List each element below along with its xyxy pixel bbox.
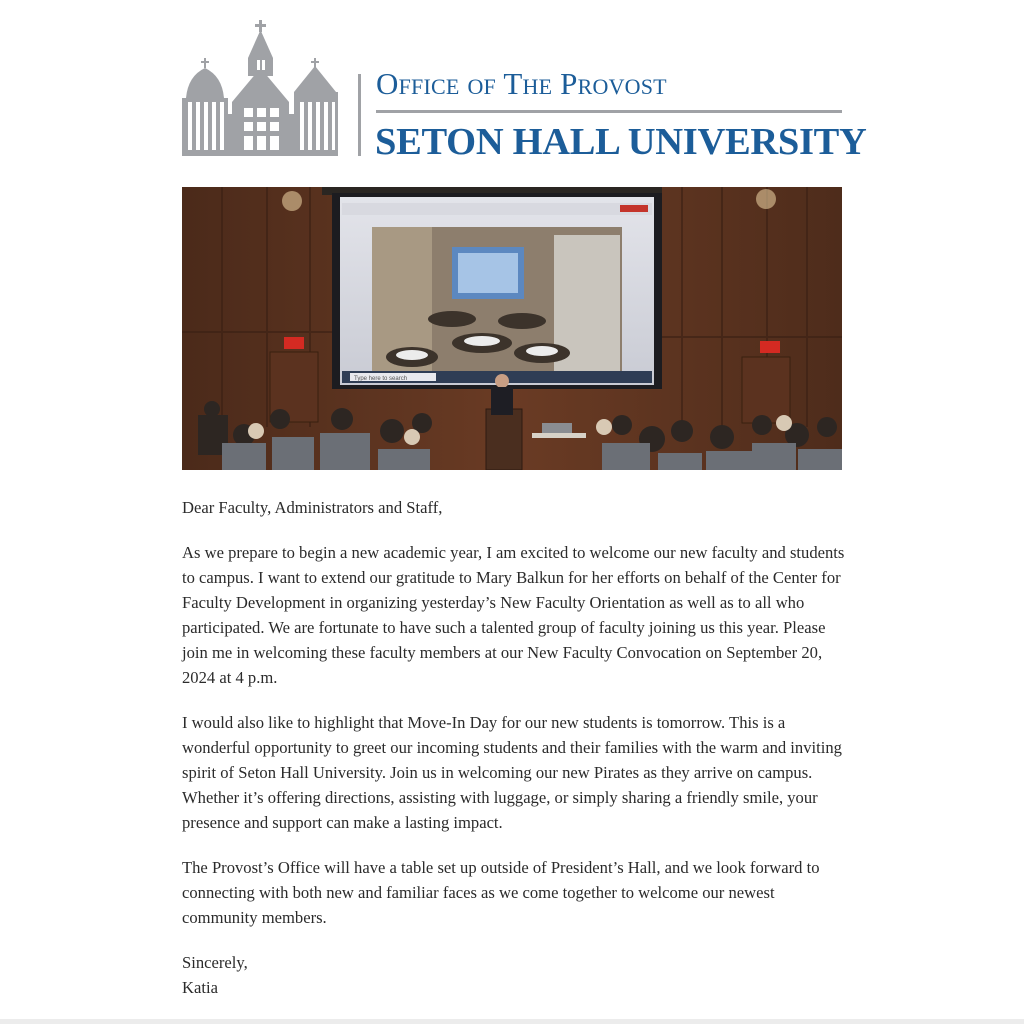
letterhead	[182, 18, 867, 163]
letter-closing: Sincerely,	[182, 953, 248, 972]
logo-vertical-rule	[358, 74, 361, 156]
letter-paragraph: I would also like to highlight that Move-In Day for our new students is tomorrow. This is a wonderful opportunity to greet our incoming students and their families with the warm and inviting spirit of Seton Hall University. Join us in welcoming our new Pirates as they arrive on campus. Whether it’s offering directions, assisting with luggage, or simply sharing a friendly smile, your presence and support can make a lasting impact.	[182, 713, 842, 832]
letter-paragraph: As we prepare to begin a new academic year, I am excited to welcome our new faculty and students to campus. I want to extend our gratitude to Mary Balkun for her efforts on behalf of the Center for Faculty Development in organizing yesterday’s New Faculty Orientation as well as to all who participated. We are fortunate to have such a talented group of faculty joining us this year. Please join me in welcoming these faculty members at our New Faculty Convocation on September 20, 2024 at 4 p.m.	[182, 543, 845, 687]
university-name: SETON HALL UNIVERSITY	[375, 121, 867, 163]
logo-horizontal-rule	[376, 110, 842, 113]
letter-body	[182, 495, 848, 1000]
letter-paragraph: The Provost’s Office will have a table set up outside of President’s Hall, and we look forward to connecting with both new and familiar faces as we come together to welcome our newest community members.	[182, 858, 820, 927]
letter-greeting: Dear Faculty, Administrators and Staff,	[182, 498, 443, 517]
footer-divider	[0, 1019, 1024, 1024]
letter-signature: Katia	[182, 978, 218, 997]
church-towers-logo-icon	[182, 18, 342, 158]
screen-taskbar-search: Type here to search	[354, 376, 408, 382]
orientation-event-photo	[182, 187, 842, 470]
office-title: Office of The Provost	[376, 66, 667, 101]
